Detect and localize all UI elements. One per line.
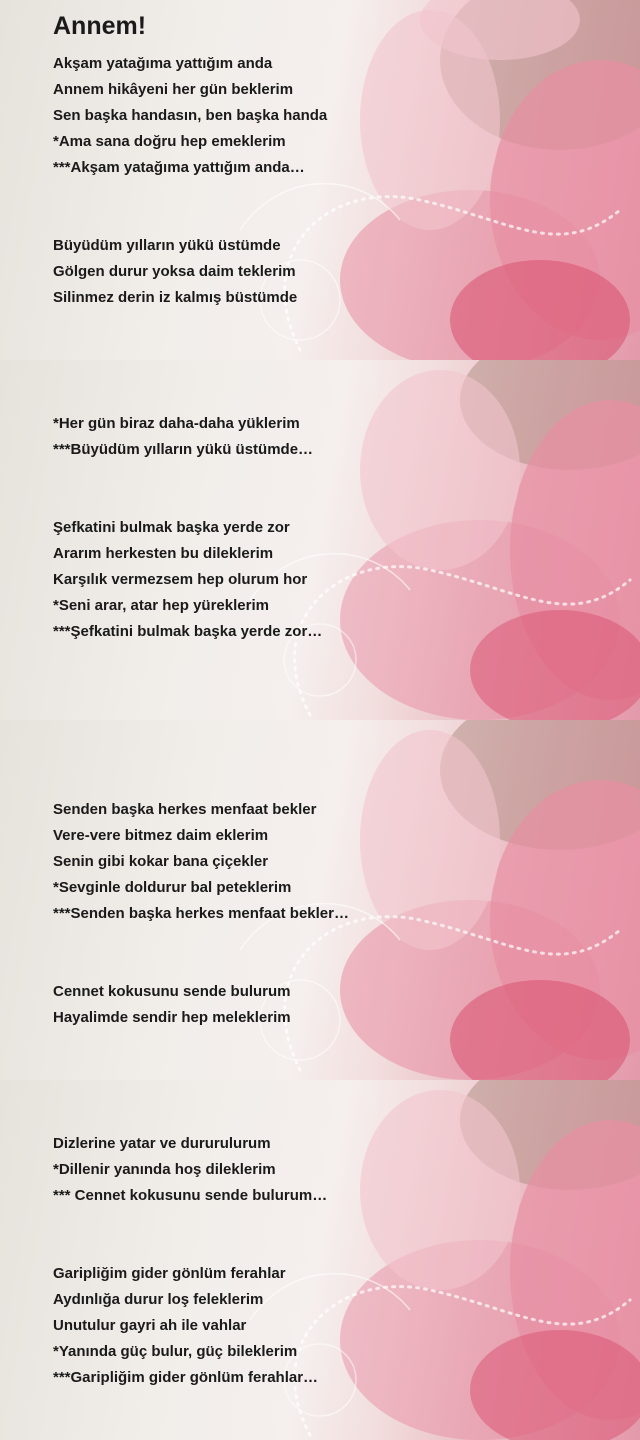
stanza [53,411,313,463]
stanza [53,797,349,927]
stanza [53,233,297,311]
poem-card-4 [0,1080,640,1440]
verse-line: Annem hikâyeni her gün beklerim [53,81,294,98]
verse-line: ***Büyüdüm yılların yükü üstümde… [53,441,314,458]
stanza [53,979,291,1031]
verse-line: Silinmez derin iz kalmış büstümde [53,289,298,306]
verse-line: ***Şefkatini bulmak başka yerde zor… [53,623,323,640]
verse-line: *Ama sana doğru hep emeklerim [53,133,286,150]
verse-line: Garipliğim gider gönlüm ferahlar [53,1265,286,1282]
verse-line: *Dillenir yanında hoş dileklerim [53,1161,276,1178]
verse-line: ***Garipliğim gider gönlüm ferahlar… [53,1369,319,1386]
verse-line: *Sevginle doldurur bal peteklerim [53,879,292,896]
verse-line: Şefkatini bulmak başka yerde zor [53,519,290,536]
verse-line: Senden başka herkes menfaat bekler [53,801,317,818]
poem-title: Annem! [53,12,147,40]
verse-line: Sen başka handasın, ben başka handa [53,107,328,124]
verse-line: *** Cennet kokusunu sende bulurum… [53,1187,328,1204]
verse-line: Karşılık vermezsem hep olurum hor [53,571,308,588]
verse-line: Aydınlığa durur loş feleklerim [53,1291,264,1308]
verse-line: Vere-vere bitmez daim eklerim [53,827,269,844]
verse-line: *Yanında güç bulur, güç bileklerim [53,1343,298,1360]
poem-card-2 [0,360,640,720]
stanza [53,51,327,181]
verse-line: ***Senden başka herkes menfaat bekler… [53,905,349,922]
verse-line: Hayalimde sendir hep meleklerim [53,1009,291,1026]
stanza [53,515,322,645]
verse-line: Unutulur gayri ah ile vahlar [53,1317,247,1334]
verse-line: Ararım herkesten bu dileklerim [53,545,274,562]
verse-line: Dizlerine yatar ve dururulurum [53,1135,271,1152]
verse-line: ***Akşam yatağıma yattığım anda… [53,159,305,176]
verse-line: Büyüdüm yılların yükü üstümde [53,237,281,254]
stanza [53,1131,327,1209]
poem-card-3 [0,720,640,1080]
verse-line: Senin gibi kokar bana çiçekler [53,853,269,870]
verse-line: Akşam yatağıma yattığım anda [53,55,273,72]
verse-line: Gölgen durur yoksa daim teklerim [53,263,296,280]
poem-card-1 [0,0,640,360]
verse-line: *Seni arar, atar hep yüreklerim [53,597,269,614]
verse-line: *Her gün biraz daha-daha yüklerim [53,415,300,432]
stanza [53,1261,318,1391]
verse-line: Cennet kokusunu sende bulurum [53,983,291,1000]
